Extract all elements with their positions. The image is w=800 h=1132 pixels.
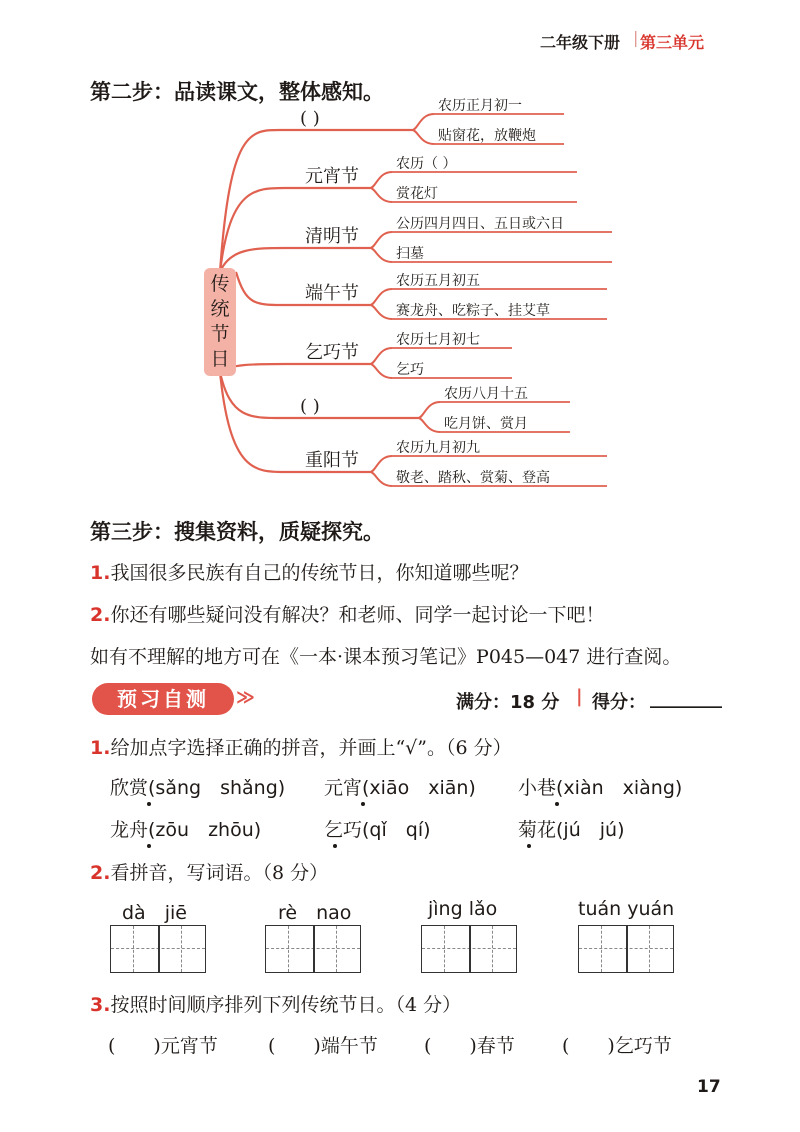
mindmap-festival-date: 农历正月初一 <box>438 98 522 114</box>
mindmap-root-char: 传 <box>210 273 230 295</box>
emphasis-dot <box>147 844 151 848</box>
ex1-item[interactable] <box>518 773 682 800</box>
mindmap-festival-name: ( ) <box>300 108 320 129</box>
mindmap-fork-line <box>370 472 392 486</box>
mindmap-root-char: 日 <box>210 348 230 370</box>
ex1-item[interactable] <box>324 773 476 800</box>
header-grade: 二年级下册 <box>540 33 621 52</box>
ex1-word: 小巷 <box>518 777 557 799</box>
question-number: 1. <box>90 737 111 759</box>
question-number: 3. <box>90 994 111 1016</box>
mindmap-festival-custom: 赏花灯 <box>396 186 438 202</box>
ordering-item[interactable]: ( )乞巧节 <box>562 1035 672 1057</box>
chevron-right-icon: ≫ <box>236 687 255 708</box>
question-text: 看拼音，写词语。（8 分） <box>110 862 329 884</box>
mindmap-festival-custom: 乞巧 <box>396 362 424 378</box>
ex1-word: 菊花 <box>518 819 557 841</box>
mindmap-root-char: 统 <box>210 298 230 320</box>
question-text: 给加点字选择正确的拼音，并画上“√”。（6 分） <box>110 737 512 759</box>
ex1-word: 元宵 <box>324 777 363 799</box>
mindmap-festival-name: 端午节 <box>305 283 359 304</box>
mindmap-root <box>204 268 236 376</box>
mindmap-festival-date: 农历七月初七 <box>396 332 480 348</box>
ex1-pinyin: (xiàn xiàng) <box>556 777 683 799</box>
mindmap-festival-custom: 贴窗花，放鞭炮 <box>438 128 536 144</box>
mindmap-fork-line <box>370 232 392 248</box>
exercise-2-title <box>90 858 328 885</box>
pinyin-prompt: tuán yuán <box>578 898 675 920</box>
emphasis-dot <box>361 802 365 806</box>
mindmap-festival-date: 农历九月初九 <box>396 440 480 456</box>
header-separator: | <box>633 28 639 47</box>
ex1-pinyin: (zōu zhōu) <box>148 819 262 841</box>
pinyin-prompt: dà jiē <box>122 902 187 924</box>
exercise-3-title <box>90 990 461 1017</box>
ex1-item[interactable] <box>518 815 624 842</box>
full-score: 满分：18 分 <box>456 692 560 713</box>
page-number: 17 <box>697 1077 721 1097</box>
mindmap-fork-line <box>418 402 440 418</box>
mindmap-labels <box>300 98 564 486</box>
ex1-item[interactable] <box>110 815 261 842</box>
mindmap-festival-name: 乞巧节 <box>305 342 359 363</box>
step3-question-2 <box>90 600 604 627</box>
question-number: 1. <box>90 562 111 584</box>
question-text: 我国很多民族有自己的传统节日，你知道哪些呢？ <box>110 562 529 584</box>
mindmap-branch-line <box>220 372 285 472</box>
mindmap-fork-line <box>370 348 392 364</box>
question-text: 你还有哪些疑问没有解决？和老师、同学一起讨论一下吧！ <box>110 604 605 626</box>
question-number: 2. <box>90 862 111 884</box>
mindmap-festival-custom: 扫墓 <box>396 246 424 262</box>
step3-question-1 <box>90 558 528 585</box>
mindmap-fork-line <box>370 248 392 262</box>
mindmap-fork-line <box>370 456 392 472</box>
score-blank[interactable]: ________ <box>650 688 722 709</box>
writing-grid[interactable] <box>578 925 674 973</box>
score-label: 得分： <box>592 692 646 713</box>
ordering-item[interactable]: ( )元宵节 <box>108 1035 218 1057</box>
question-number: 2. <box>90 604 111 626</box>
mindmap-fork-line <box>418 418 440 432</box>
mindmap-fork-line <box>370 305 392 319</box>
mindmap-festival-name: ( ) <box>300 396 320 417</box>
emphasis-dot <box>147 802 151 806</box>
ordering-item[interactable]: ( )春节 <box>424 1035 515 1057</box>
mindmap-festival-custom: 敬老、踏秋、赏菊、登高 <box>396 470 550 486</box>
mindmap-branch-line <box>220 372 280 418</box>
mindmap-festival-name: 元宵节 <box>305 166 359 187</box>
ex1-pinyin: (jú jú) <box>556 819 625 841</box>
reference-note: 如有不理解的地方可在《一本·课本预习笔记》P045—047 进行查阅。 <box>90 646 682 668</box>
emphasis-dot <box>527 844 531 848</box>
mindmap-festival-name: 重阳节 <box>305 450 359 471</box>
mindmap-festival-date: 农历八月十五 <box>444 386 528 402</box>
mindmap-festival-custom: 赛龙舟、吃粽子、挂艾草 <box>396 303 550 319</box>
mindmap-festival-name: 清明节 <box>305 226 359 247</box>
header-unit: 第三单元 <box>640 33 705 52</box>
emphasis-dot <box>333 844 337 848</box>
step3-title: 第三步：搜集资料，质疑探究。 <box>90 520 384 544</box>
mindmap-fork-line <box>370 364 392 378</box>
mindmap-festival-date: 农历五月初五 <box>396 273 480 289</box>
mindmap-fork-line <box>370 289 392 305</box>
pinyin-prompt: jìng lǎo <box>428 898 498 920</box>
step2-title: 第二步：品读课文，整体感知。 <box>90 80 384 104</box>
ex1-word: 欣赏 <box>110 777 149 799</box>
ex1-item[interactable] <box>324 815 431 842</box>
mindmap-festival-date: 公历四月四日、五日或六日 <box>396 216 564 232</box>
ex1-pinyin: (xiāo xiān) <box>362 777 476 799</box>
mindmap-root-char: 节 <box>210 323 230 345</box>
exercise-1-title <box>90 733 512 760</box>
writing-grid[interactable] <box>265 925 361 973</box>
mindmap-fork-line <box>370 188 392 202</box>
mindmap-festival-custom: 吃月饼、赏月 <box>444 416 528 432</box>
emphasis-dot <box>555 802 559 806</box>
writing-grid[interactable] <box>421 925 517 973</box>
festival-mindmap <box>0 0 800 520</box>
ex1-word: 乞巧 <box>324 819 363 841</box>
mindmap-branch-line <box>236 272 285 305</box>
writing-grid[interactable] <box>110 925 206 973</box>
mindmap-fork-line <box>412 114 434 130</box>
ordering-item[interactable]: ( )端午节 <box>268 1035 378 1057</box>
mindmap-fork-line <box>370 172 392 188</box>
pinyin-prompt: rè nao <box>278 902 352 924</box>
ex1-pinyin: (sǎng shǎng) <box>148 777 286 799</box>
ex1-item[interactable] <box>110 773 285 800</box>
mindmap-festival-date: 农历（ ） <box>396 156 457 172</box>
score-separator: | <box>576 686 583 707</box>
mindmap-fork-line <box>412 130 434 144</box>
ex1-word: 龙舟 <box>110 819 149 841</box>
selftest-badge: 预习自测 <box>92 683 234 715</box>
ex1-pinyin: (qǐ qí) <box>362 819 431 841</box>
question-text: 按照时间顺序排列下列传统节日。（4 分） <box>110 994 462 1016</box>
